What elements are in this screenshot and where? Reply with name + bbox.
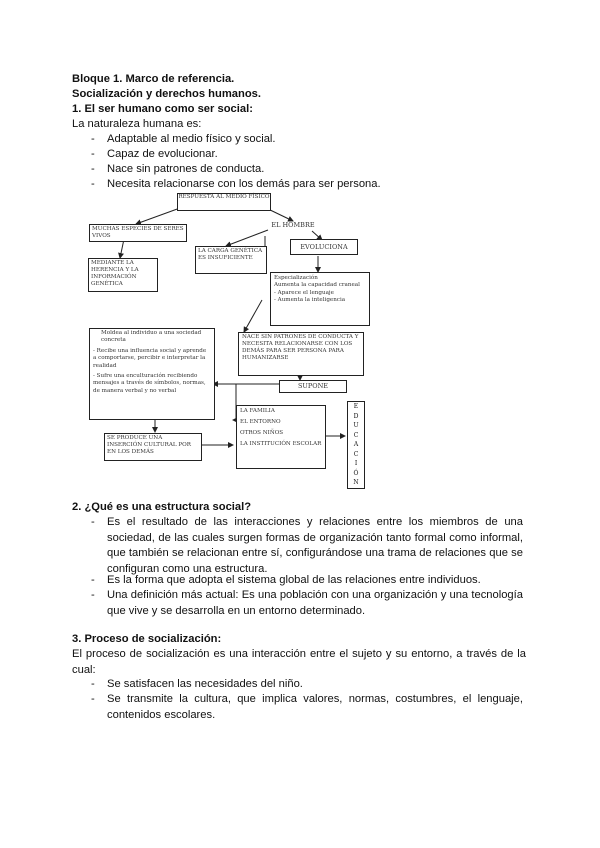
trait-item: - Aumenta la inteligencia <box>274 297 346 304</box>
moldea-item: - Recibe una influencia social y aprende a comportarse, percibir e interpretar la realidad <box>93 347 207 369</box>
list-item: Capaz de evolucionar. <box>107 148 218 160</box>
educacion-letter: C <box>353 450 359 458</box>
agente-item: LA INSTITUCIÓN ESCOLAR <box>240 441 322 447</box>
bullet-dash: - <box>91 178 95 190</box>
list-item: Nace sin patrones de conducta. <box>107 163 265 175</box>
bullet-dash: - <box>91 589 95 601</box>
moldea-box <box>89 328 215 420</box>
list-item: Adaptable al medio físico y social. <box>107 133 276 145</box>
especies-box: MUCHAS ESPECIES DE SERES VIVOS <box>89 224 187 242</box>
insercion-box: SE PRODUCE UNA INSERCIÓN CULTURAL POR EN LOS DEMÁS <box>104 433 202 461</box>
moldea-item: - Sufre una enculturación recibiendo mensajes a través de símbolos, normas, de manera verbal y no verbal <box>93 373 206 394</box>
educacion-letter: N <box>353 479 359 486</box>
herencia-box: MEDIANTE LA HERENCIA Y LA INFORMACIÓN GENÉTICA <box>88 258 158 292</box>
educacion-letter: C <box>353 431 359 439</box>
nace-box: NACE SIN PATRONES DE CONDUCTA Y NECESITA RELACIONARSE CON LOS DEMÁS PARA SER PERSONA PARA HUMANIZARSE <box>238 332 364 376</box>
list-item: Se transmite la cultura, que implica valores, normas, costumbres, el lenguaje, contenidos escolares. <box>107 693 523 721</box>
supone-box: SUPONE <box>279 380 347 393</box>
list-item: Una definición más actual: Es una población con una organización y una tecnología que vive y se desarrolla en un entorno determinado. <box>107 589 523 617</box>
list-item: Es el resultado de las interacciones y relaciones entre los miembros de una sociedad, de las cuales surgen formas de organización tanto formal como informal, que también se relacionan entre sí, configurándose una trama de relaciones que se configuran como una estructura. <box>107 516 523 575</box>
section3-intro: El proceso de socialización es una interacción entre el sujeto y su entorno, a través de la cual: <box>72 648 526 676</box>
list-item: Se satisfacen las necesidades del niño. <box>107 678 303 690</box>
educacion-letter: Ó <box>353 469 359 477</box>
agente-item: OTROS NIÑOS <box>240 430 284 436</box>
bullet-dash: - <box>91 693 95 705</box>
bullet-dash: - <box>91 574 95 586</box>
list-item: Es la forma que adopta el sistema global de las relaciones entre individuos. <box>107 574 481 586</box>
evolucion-traits-box <box>270 272 370 326</box>
bullet-dash: - <box>91 678 95 690</box>
carga-box: LA CARGA GENÉTICA ES INSUFICIENTE <box>195 246 267 274</box>
block-title: Bloque 1. Marco de referencia. <box>72 73 235 85</box>
section2-title: 2. ¿Qué es una estructura social? <box>72 501 252 513</box>
subtitle: Socialización y derechos humanos. <box>72 88 262 100</box>
agente-item: LA FAMILIA <box>240 408 275 414</box>
evoluciona-box: EVOLUCIONA <box>290 239 358 255</box>
hombre-label: EL HOMBRE <box>271 221 315 229</box>
trait-item: Aumenta la capacidad craneal <box>274 282 360 289</box>
section1-title: 1. El ser humano como ser social: <box>72 103 253 115</box>
bullet-dash: - <box>91 133 95 145</box>
trait-item: Especialización <box>274 275 318 281</box>
moldea-title: Moldea al individuo a una sociedad concreta <box>101 330 202 344</box>
educacion-letter: E <box>353 403 359 410</box>
bullet-dash: - <box>91 148 95 160</box>
section1-intro: La naturaleza humana es: <box>72 118 202 130</box>
educacion-letter: U <box>353 422 359 429</box>
educacion-letter: A <box>353 441 359 448</box>
bullet-dash: - <box>91 516 95 528</box>
educacion-box <box>347 401 365 489</box>
section3-title: 3. Proceso de socialización: <box>72 633 222 645</box>
educacion-letter: I <box>354 460 358 467</box>
respuesta-box: RESPUESTA AL MEDIO FÍSICO <box>177 193 271 211</box>
bullet-dash: - <box>91 163 95 175</box>
agentes-box <box>236 405 326 469</box>
agente-item: EL ENTORNO <box>240 419 281 425</box>
trait-item: - Aparece el lenguaje <box>274 289 334 296</box>
educacion-letter: D <box>353 412 359 420</box>
list-item: Necesita relacionarse con los demás para ser persona. <box>107 178 381 190</box>
